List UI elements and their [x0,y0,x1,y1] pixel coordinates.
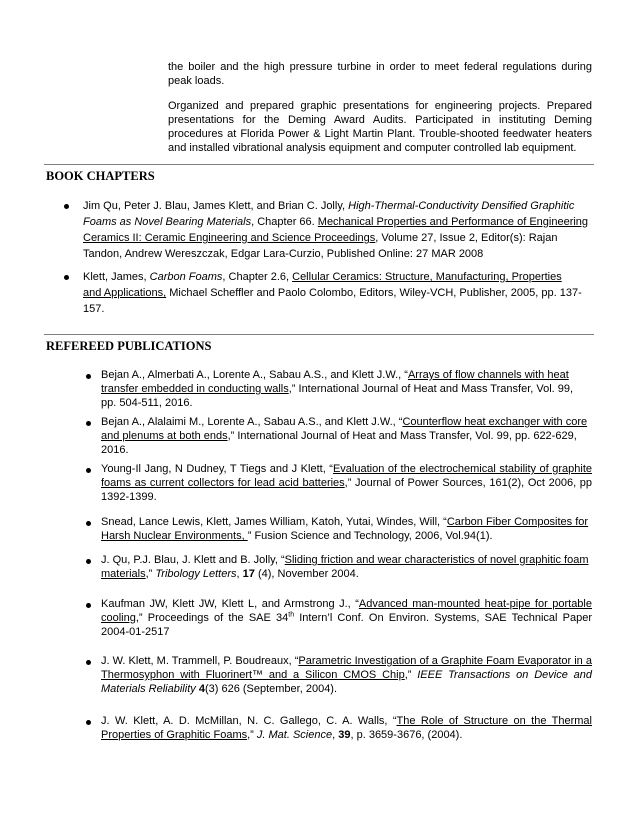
publication-title-link[interactable]: Carbon Fiber Composites for Harsh Nuclear Environments, [101,516,589,542]
bullet-icon [86,720,91,725]
publication-volume: 4 [198,683,205,695]
publication-authors: J. Qu, P.J. Blau, J. Klett and B. Jolly, “ [101,554,285,566]
bullet-icon [86,521,91,526]
publication-title-link[interactable]: Advanced man-mounted heat-pipe for portable cooling [101,598,592,624]
publication-punctuation: , [332,729,339,741]
publication-title-link[interactable]: Counterflow heat exchanger with core and plenums at both ends [101,416,588,442]
publication-authors: Bejan A., Alalaimi M., Lorente A., Sabau A.S., and Klett J.W., “ [101,416,403,428]
section-divider [44,334,594,335]
bullet-icon [64,275,69,280]
chapter-details: , Volume 27, Issue 2, Editor(s): Rajan Tandon, Andrew Wereszczak, Edgar Lara-Curzio, Published Online: 27 MAR 2008 [83,232,558,260]
publication-item [101,654,592,696]
publication-authors: J. W. Klett, M. Trammell, P. Boudreaux, “ [101,655,299,667]
chapter-title: Carbon Foams [149,271,223,283]
bullet-icon [86,421,91,426]
bullet-icon [86,660,91,665]
publication-authors: J. W. Klett, A. D. McMillan, N. C. Gallego, C. A. Walls, “ [101,715,397,727]
chapter-number: , Chapter 2.6, [222,271,293,283]
publication-authors: Snead, Lance Lewis, Klett, James William, Katoh, Yutai, Windes, Will, “ [101,516,447,528]
publication-punctuation: , [236,568,243,580]
publication-item [101,714,592,742]
publication-source: ,” Journal of Power Sources, 161(2), Oct 2006, pp 1392-1399. [101,477,592,503]
book-chapter-2 [83,269,583,317]
publication-punctuation: ,” [247,729,257,741]
chapter-authors: Klett, James, [83,271,150,283]
publication-journal: Tribology Letters [155,568,237,580]
publication-item [101,415,591,457]
publication-source-end: Intern’l Conf. On Environ. Systems, SAE Technical Paper 2004-01-2517 [101,612,592,638]
publication-source: ,” Proceedings of the SAE 34 [135,612,289,624]
publication-source: ,” International Journal of Heat and Mass Transfer, Vol. 99, pp. 504-511, 2016. [101,383,574,409]
publication-authors: Kaufman JW, Klett JW, Klett L, and Armstrong J., “ [101,598,359,610]
publication-source: ,” International Journal of Heat and Mass Transfer, Vol. 99, pp. 622-629, 2016. [101,430,577,456]
bullet-icon [86,374,91,379]
intro-paragraph-2 [168,99,592,155]
publication-journal: IEEE Transactions on Device and Materials Reliability [101,669,592,695]
publication-source: ” Fusion Science and Technology, 2006, Vol.94(1). [247,530,493,542]
publication-item [101,462,592,504]
publication-title-link[interactable]: Evaluation of the electrochemical stability of graphite foams as current collectors for lead acid batteries [101,463,592,489]
publication-authors: Bejan A., Almerbati A., Lorente A., Sabau A.S., and Klett J.W., “ [101,369,408,381]
book-chapter-1 [83,198,589,262]
publication-punctuation: ,” [404,669,418,681]
publication-item [101,597,592,639]
publication-issue: , p. 3659-3676, (2004). [350,729,463,741]
bullet-icon [64,204,69,209]
publication-authors: Young-Il Jang, N Dudney, T Tiegs and J Klett, “ [101,463,333,475]
bullet-icon [86,468,91,473]
intro-text-2: Organized and prepared graphic presentations for engineering projects. Prepared presentations for the Deming Award Audits. Participated in instituting Deming procedures at Florida Power & Light Martin Plant. Trouble-shooted feedwater heaters and installed vibrational analysis equipment and computer controlled lab equipment. [168,100,592,154]
publication-issue: (3) 626 (September, 2004). [204,683,338,695]
chapter-title: High-Thermal-Conductivity Densified Graphitic Foams as Novel Bearing Materials [83,200,575,228]
book-title-link[interactable]: Mechanical Properties and Performance of Engineering Ceramics II: Ceramic Engineering and Science Proceedings [83,216,589,244]
publication-journal: J. Mat. Science [256,729,333,741]
chapter-authors: Jim Qu, Peter J. Blau, James Klett, and Brian C. Jolly, [83,200,349,212]
publication-title-link[interactable]: Parametric Investigation of a Graphite Foam Evaporator in a Thermosyphon with Fluorinert™ and a Silicon CMOS Chip [101,655,592,681]
publication-title-link[interactable]: The Role of Structure on the Thermal Properties of Graphitic Foams [101,715,592,741]
publication-title-link[interactable]: Sliding friction and wear characteristics of novel graphitic foam materials [101,554,589,580]
publication-volume: 17 [242,568,255,580]
book-title-link[interactable]: Cellular Ceramics: Structure, Manufacturing, Properties and Applications, [83,271,562,299]
book-chapters-heading: BOOK CHAPTERS [46,169,155,183]
publication-punctuation: ,” [145,568,156,580]
bullet-icon [86,559,91,564]
publication-issue: (4), November 2004. [254,568,359,580]
publication-item [101,553,591,581]
publication-volume: 39 [338,729,351,741]
intro-text-1: the boiler and the high pressure turbine in order to meet federal regulations during peak loads. [168,61,592,87]
bullet-icon [86,603,91,608]
publication-item [101,515,591,543]
chapter-number: , Chapter 66. [251,216,318,228]
chapter-details: Michael Scheffler and Paolo Colombo, Editors, Wiley-VCH, Publisher, 2005, pp. 137-157. [83,287,582,315]
ordinal-suffix: th [288,611,295,619]
refereed-publications-heading: REFEREED PUBLICATIONS [46,339,212,353]
section-divider [44,164,594,165]
publication-title-link[interactable]: Arrays of flow channels with heat transfer embedded in conducting walls [101,369,569,395]
publication-item [101,368,591,410]
intro-paragraph-1 [168,60,592,88]
